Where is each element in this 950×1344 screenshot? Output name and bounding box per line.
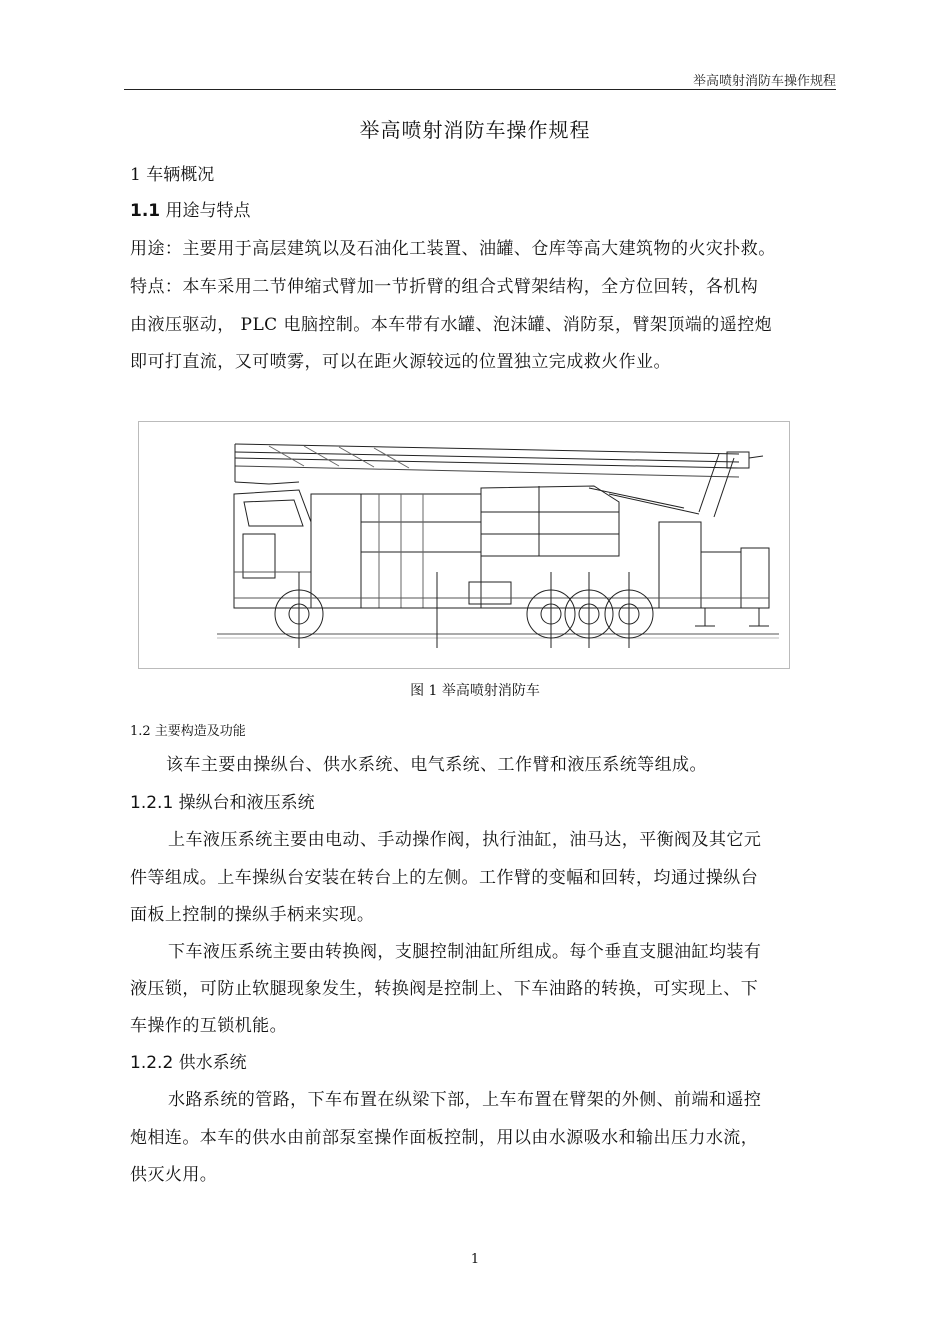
section-1-2-1-heading: 1.2.1 操纵台和液压系统 <box>130 793 315 813</box>
paragraph-line: 下车液压系统主要由转换阀，支腿控制油缸所组成。每个垂直支腿油缸均装有 <box>168 942 762 962</box>
paragraph-line: 炮相连。本车的供水由前部泵室操作面板控制，用以由水源吸水和输出压力水流， <box>130 1128 759 1148</box>
section-1-heading: 1 车辆概况 <box>130 165 215 185</box>
paragraph-line: 水路系统的管路，下车布置在纵梁下部，上车布置在臂架的外侧、前端和遥控 <box>168 1090 762 1110</box>
section-1-2-heading: 1.2 主要构造及功能 <box>130 724 246 739</box>
paragraph-line: 由液压驱动， PLC 电脑控制。本车带有水罐、泡沫罐、消防泵，臂架顶端的遥控炮 <box>130 315 773 335</box>
paragraph-line: 特点：本车采用二节伸缩式臂加一节折臂的组合式臂架结构，全方位回转，各机构 <box>130 277 759 297</box>
paragraph-line: 件等组成。上车操纵台安装在转台上的左侧。工作臂的变幅和回转，均通过操纵台 <box>130 868 759 888</box>
paragraph-line: 即可打直流，又可喷雾，可以在距火源较远的位置独立完成救火作业。 <box>130 352 671 372</box>
paragraph-line: 该车主要由操纵台、供水系统、电气系统、工作臂和液压系统等组成。 <box>166 755 707 775</box>
paragraph-line: 上车液压系统主要由电动、手动操作阀，执行油缸，油马达，平衡阀及其它元 <box>168 830 762 850</box>
section-1-2-2-heading: 1.2.2 供水系统 <box>130 1053 247 1073</box>
paragraph-line: 供灭火用。 <box>130 1165 218 1185</box>
section-1-1-heading <box>130 196 251 221</box>
header-rule <box>124 89 836 90</box>
paragraph-line: 车操作的互锁机能。 <box>130 1016 288 1036</box>
paragraph-line: 面板上控制的操纵手柄来实现。 <box>130 905 375 925</box>
fire-truck-drawing <box>139 422 789 668</box>
paragraph-line: 用途：主要用于高层建筑以及石油化工装置、油罐、仓库等高大建筑物的火灾扑救。 <box>130 239 776 259</box>
fire-truck-figure <box>138 421 790 669</box>
paragraph-line: 液压锁，可防止软腿现象发生，转换阀是控制上、下车油路的转换，可实现上、下 <box>130 979 759 999</box>
running-header: 举高喷射消防车操作规程 <box>692 74 836 89</box>
section-1-1-number: 1.1 <box>130 201 161 221</box>
page-number: 1 <box>470 1252 480 1267</box>
section-1-1-title: 用途与特点 <box>165 201 251 221</box>
figure-caption: 图 1 举高喷射消防车 <box>410 683 540 699</box>
document-title: 举高喷射消防车操作规程 <box>359 118 591 142</box>
